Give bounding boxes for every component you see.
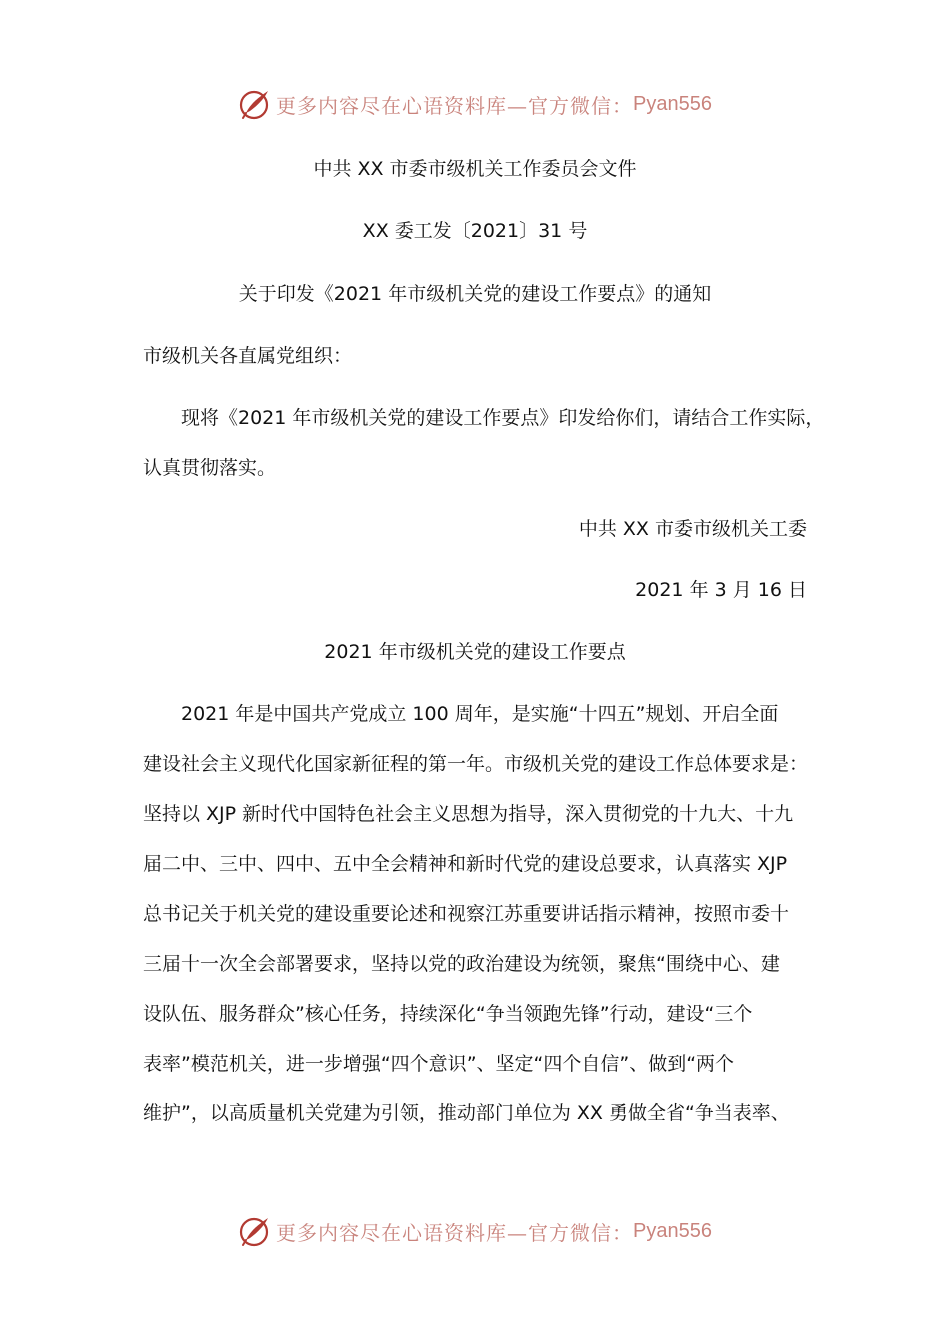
notice-title: 关于印发《2021 年市级机关党的建设工作要点》的通知 [238,283,712,305]
document-number: XX 委工发〔2021〕31 号 [362,220,588,242]
notice-body-line: 认真贯彻落实。 [143,457,277,479]
issuer-heading: 中共 XX 市委市级机关工作委员会文件 [313,158,637,180]
paragraph-line: 总书记关于机关党的建设重要论述和视察江苏重要讲话指示精神，按照市委十 [143,903,790,925]
watermark-text: 更多内容尽在心语资料库—官方微信： [276,1220,634,1245]
paragraph-line: 表率”模范机关，进一步增强“四个意识”、坚定“四个自信”、做到“两个 [143,1053,735,1075]
quill-logo-icon [238,1214,272,1248]
salutation: 市级机关各直属党组织： [143,345,353,367]
paragraph-line: 建设社会主义现代化国家新征程的第一年。市级机关党的建设工作总体要求是： [143,753,809,775]
paragraph-line: 三届十一次全会部署要求，坚持以党的政治建设为统领，聚焦“围绕中心、建 [143,953,780,975]
paragraph-line: 坚持以 XJP 新时代中国特色社会主义思想为指导，深入贯彻党的十九大、十九 [143,803,794,825]
paragraph-line: 届二中、三中、四中、五中全会精神和新时代党的建设总要求，认真落实 XJP [143,853,788,875]
attachment-title: 2021 年市级机关党的建设工作要点 [324,641,626,663]
watermark-banner-bottom [0,1211,950,1251]
signature: 中共 XX 市委市级机关工委 [578,518,807,540]
quill-logo-icon [238,87,272,121]
watermark-text: 更多内容尽在心语资料库—官方微信： [276,93,634,118]
paragraph-line: 维护”，以高质量机关党建为引领，推动部门单位为 XX 勇做全省“争当表率、 [143,1102,790,1124]
watermark-wechat-id: Pyan556 [633,92,712,115]
notice-body-line: 现将《2021 年市级机关党的建设工作要点》印发给你们，请结合工作实际， [181,407,825,429]
paragraph-line: 2021 年是中国共产党成立 100 周年，是实施“十四五”规划、开启全面 [181,703,779,725]
date: 2021 年 3 月 16 日 [635,579,807,601]
watermark-wechat-id: Pyan556 [633,1219,712,1242]
paragraph-line: 设队伍、服务群众”核心任务，持续深化“争当领跑先锋”行动，建设“三个 [143,1003,753,1025]
watermark-banner-top [0,84,950,124]
